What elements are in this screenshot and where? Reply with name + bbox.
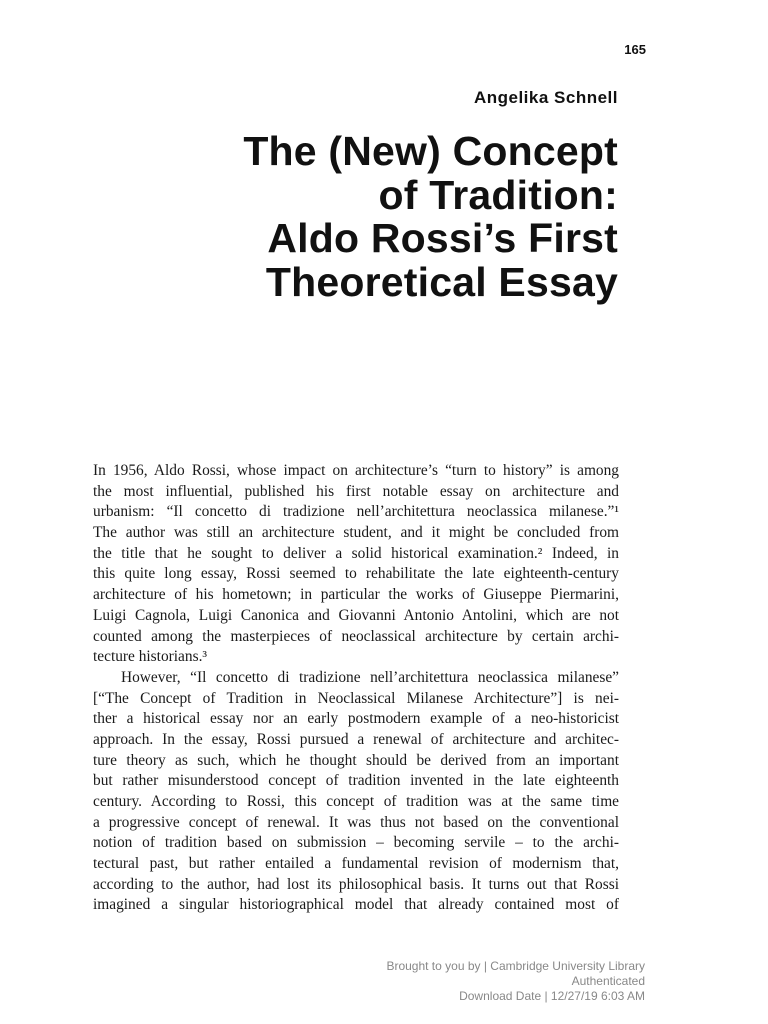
body-line: notion of tradition based on submission – becoming servile – to the archi-: [93, 834, 619, 852]
body-line: In 1956, Aldo Rossi, whose impact on architecture’s “turn to history” is among: [93, 462, 619, 479]
footer-provider: Brought to you by | Cambridge University Library: [386, 959, 645, 973]
title-line: The (New) Concept: [243, 128, 618, 174]
body-line: tecture historians.³: [93, 648, 208, 666]
body-line: tectural past, but rather entailed a fundamental revision of modernism that,: [93, 855, 619, 873]
body-line: urbanism: “Il concetto di tradizione nell’architettura neoclassica milanese.”¹: [93, 503, 619, 521]
body-line: a progressive concept of renewal. It was thus not based on the conventional: [93, 813, 619, 831]
footer-auth: Authenticated: [571, 974, 645, 988]
body-line: according to the author, had lost its philosophical basis. It turns out that Rossi: [93, 875, 619, 893]
page-number: 165: [624, 42, 646, 57]
title-line: Theoretical Essay: [265, 258, 618, 305]
body-line: counted among the masterpieces of neoclassical architecture by certain archi-: [93, 627, 619, 645]
article-title: [98, 130, 618, 304]
body-line: However, “Il concetto di tradizione nell’architettura neoclassica milanese”: [121, 668, 619, 686]
body-line: Luigi Cagnola, Luigi Canonica and Giovanni Antonio Antolini, which are not: [93, 606, 619, 624]
body-line: the most influential, published his first notable essay on architecture and: [93, 482, 619, 500]
article-body: [93, 461, 619, 916]
title-line: Aldo Rossi’s First: [267, 215, 618, 261]
body-line: approach. In the essay, Rossi pursued a renewal of architecture and architec-: [93, 730, 619, 748]
body-line: century. According to Rossi, this concept of tradition was at the same time: [93, 793, 619, 810]
body-line: ture theory as such, which he thought should be derived from an important: [93, 751, 619, 769]
footer-download-date: Download Date | 12/27/19 6:03 AM: [459, 989, 645, 1003]
body-line: [“The Concept of Tradition in Neoclassical Milanese Architecture”] is nei-: [93, 689, 619, 707]
body-line: The author was still an architecture student, and it might be concluded from: [93, 524, 619, 542]
title-line: of Tradition:: [378, 171, 618, 218]
body-line: ther a historical essay nor an early postmodern example of a neo-historicist: [93, 710, 619, 728]
body-line: this quite long essay, Rossi seemed to rehabilitate the late eighteenth-century: [93, 565, 619, 583]
author-name: Angelika Schnell: [473, 88, 618, 107]
body-line: architecture of his hometown; in particular the works of Giuseppe Piermarini,: [93, 586, 619, 604]
access-footer: [386, 959, 645, 1004]
body-line: but rather misunderstood concept of tradition invented in the late eighteenth: [93, 772, 619, 790]
body-line: the title that he sought to deliver a solid historical examination.² Indeed, in: [93, 544, 619, 562]
body-line: imagined a singular historiographical model that already contained most of: [93, 896, 619, 914]
